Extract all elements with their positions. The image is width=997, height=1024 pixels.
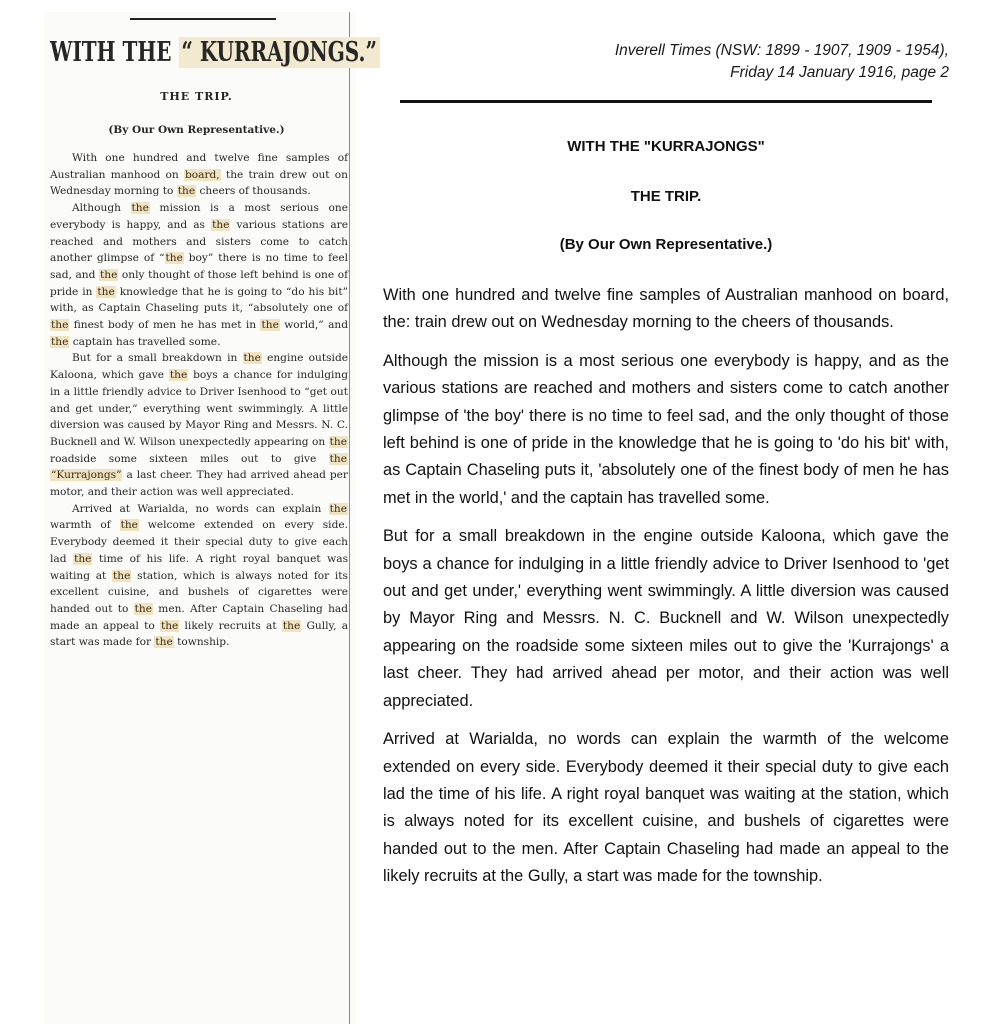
clipping-paragraph: But for a small breakdown in the engine outside Kaloona, which gave the boys a chance for indulging in a little friendly advice to Driver Isenhood to “get out and get under,” everything went swimmingly. A little diversion was caused by Mayor Ring and Messrs. N. C. Bucknell and W. Wilson unexpectedly appearing on the roadside some sixteen miles out to give the “Kurrajongs” a last cheer. They had arrived ahead per motor, and their action was well appreciated.	[50, 352, 348, 499]
transcript-subheading: THE TRIP.	[630, 188, 702, 205]
source-citation	[509, 40, 949, 84]
clipping-top-rule	[130, 18, 276, 20]
clipping-paragraph: Arrived at Warialda, no words can explain the warmth of the welcome extended on every side. Everybody deemed it their special duty to give each lad the time of his life. A right royal banquet was waiting at the station, which is always noted for its excellent cuisine, and bushels of cigarettes were handed out to the men. After Captain Chaseling had made an appeal to the likely recruits at the Gully, a start was made for the township.	[50, 502, 349, 649]
clipping-column-rule	[349, 12, 350, 1024]
transcript-heading: WITH THE "KURRAJONGS"	[567, 138, 765, 155]
transcript-paragraph: With one hundred and twelve fine samples of Australian manhood on board, the: train drew out on Wednesday morning to the cheers of thousands.	[383, 286, 949, 332]
transcript-byline: (By Our Own Representative.)	[559, 236, 773, 253]
clipping-body	[50, 150, 348, 651]
transcript-paragraph: But for a small breakdown in the engine outside Kaloona, which gave the boys a chance for indulging in a little friendly advice to Driver Isenhood to 'get out and get under,' everything went swimmingly. A little diversion was caused by Mayor Ring and Messrs. N. C. Bucknell and W. Wilson unexpectedly appearing on the roadside some sixteen miles out to give the 'Kurrajongs' a last cheer. They had arrived ahead per motor, and their action was well appreciated.	[383, 527, 949, 710]
clipping-byline: (By Our Own Representative.)	[108, 124, 285, 136]
source-line-1: Inverell Times (NSW: 1899 - 1907, 1909 - 1954),	[614, 42, 949, 59]
source-line-2: Friday 14 January 1916, page 2	[730, 64, 949, 81]
clipping-headline-highlight: “ KURRAJONGS.”	[178, 37, 380, 68]
header-divider	[400, 100, 932, 103]
transcript-body	[383, 282, 949, 902]
clipping-paragraph: With one hundred and twelve fine samples of Australian manhood on board, the train drew out on Wednesday morning to the cheers of thousands.	[50, 152, 348, 198]
transcript-paragraph: Arrived at Warialda, no words can explain the warmth of the welcome extended on every side. Everybody deemed it their special duty to give each lad the time of his life. A right royal banquet was waiting at the station, which is always noted for its excellent cuisine, and bushels of cigarettes were handed out to the men. After Captain Chaseling had made an appeal to the likely recruits at the Gully, a start was made for the township.	[383, 730, 949, 886]
transcript-paragraph: Although the mission is a most serious one everybody is happy, and as the various stations are reached and mothers and sisters come to catch another glimpse of 'the boy' there is no time to feel sad, and the only thought of those left behind is one of pride in the knowledge that he is going to 'do his bit' with, as Captain Chaseling puts it, 'absolutely one of the finest body of men he has met in the world,' and the captain has travelled some.	[383, 351, 949, 507]
clipping-subhead: THE TRIP.	[160, 90, 233, 103]
clipping-paragraph: Although the mission is a most serious one everybody is happy, and as the various stations are reached and mothers and sisters come to catch another glimpse of “the boy” there is no time to feel sad, and the only thought of those left behind is one of pride in the knowledge that he is going to “do his bit” with, as Captain Chaseling puts it, “absolutely one of the finest body of men he has met in the world,” and the captain has travelled some.	[50, 202, 349, 348]
newspaper-clipping	[44, 12, 377, 1024]
clipping-headline: WITH THE “ KURRAJONGS.”	[50, 34, 269, 72]
